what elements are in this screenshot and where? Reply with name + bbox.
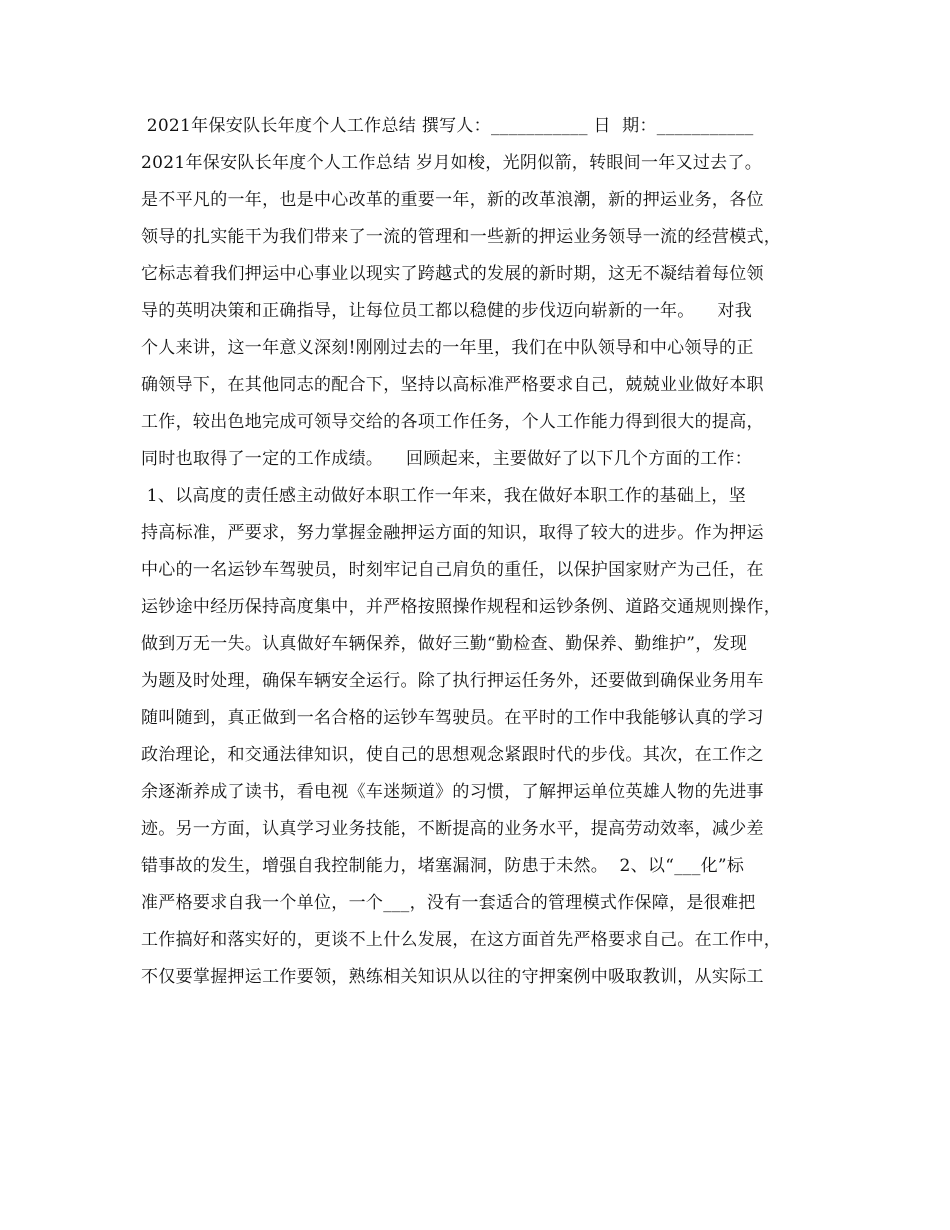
text-line: 政治理论，和交通法律知识，使自己的思想观念紧跟时代的步伐。其次，在工作之 bbox=[141, 745, 764, 765]
text-line: 随叫随到，真正做到一名合格的运钞车驾驶员。在平时的工作中我能够认真的学习 bbox=[141, 708, 764, 728]
text-line: 2021年保安队长年度个人工作总结 撰写人：___________ 日 期：___________ bbox=[141, 116, 754, 136]
text-line: 持高标准，严要求，努力掌握金融押运方面的知识，取得了较大的进步。作为押运 bbox=[141, 523, 764, 543]
text-line: 领导的扎实能干为我们带来了一流的管理和一些新的押运业务领导一流的经营模式， bbox=[141, 227, 782, 247]
text-line: 1、以高度的责任感主动做好本职工作一年来，我在做好本职工作的基础上，坚 bbox=[141, 486, 747, 506]
text-line: 为题及时处理，确保车辆安全运行。除了执行押运任务外，还要做到确保业务用车 bbox=[141, 671, 764, 691]
text-line: 准严格要求自我一个单位，一个___，没有一套适合的管理模式作保障，是很难把 bbox=[141, 893, 756, 913]
text-line: 是不平凡的一年，也是中心改革的重要一年，新的改革浪潮，新的押运业务，各位 bbox=[141, 190, 764, 210]
text-line: 工作搞好和落实好的，更谈不上什么发展，在这方面首先严格要求自己。在工作中， bbox=[141, 930, 782, 950]
text-line: 确领导下，在其他同志的配合下，坚持以高标准严格要求自己，兢兢业业做好本职 bbox=[141, 375, 764, 395]
text-line: 余逐渐养成了读书，看电视《车迷频道》的习惯，了解押运单位英雄人物的先进事 bbox=[141, 782, 764, 802]
text-line: 它标志着我们押运中心事业以现实了跨越式的发展的新时期，这无不凝结着每位领 bbox=[141, 264, 764, 284]
text-line: 迹。另一方面，认真学习业务技能，不断提高的业务水平，提高劳动效率，减少差 bbox=[141, 819, 764, 839]
text-line: 错事故的发生，增强自我控制能力，堵塞漏洞，防患于未然。 2、以“___化”标 bbox=[141, 856, 745, 876]
text-line: 2021年保安队长年度个人工作总结 岁月如梭，光阴似箭，转眼间一年又过去了。 bbox=[141, 153, 763, 173]
text-line: 中心的一名运钞车驾驶员，时刻牢记自己肩负的重任，以保护国家财产为己任，在 bbox=[141, 560, 764, 580]
text-line: 同时也取得了一定的工作成绩。 回顾起来，主要做好了以下几个方面的工作： bbox=[141, 449, 753, 469]
text-line: 不仅要掌握押运工作要领，熟练相关知识从以往的守押案例中吸取教训，从实际工 bbox=[141, 967, 764, 987]
text-line: 工作，较出色地完成可领导交给的各项工作任务，个人工作能力得到很大的提高， bbox=[141, 412, 764, 432]
text-line: 做到万无一失。认真做好车辆保养，做好三勤“勤检查、勤保养、勤维护”，发现 bbox=[141, 634, 748, 654]
text-line: 导的英明决策和正确指导，让每位员工都以稳健的步伐迈向崭新的一年。 对我 bbox=[141, 301, 753, 321]
text-line: 运钞途中经历保持高度集中，并严格按照操作规程和运钞条例、道路交通规则操作， bbox=[141, 597, 782, 617]
text-line: 个人来讲，这一年意义深刻!刚刚过去的一年里，我们在中队领导和中心领导的正 bbox=[141, 338, 754, 358]
